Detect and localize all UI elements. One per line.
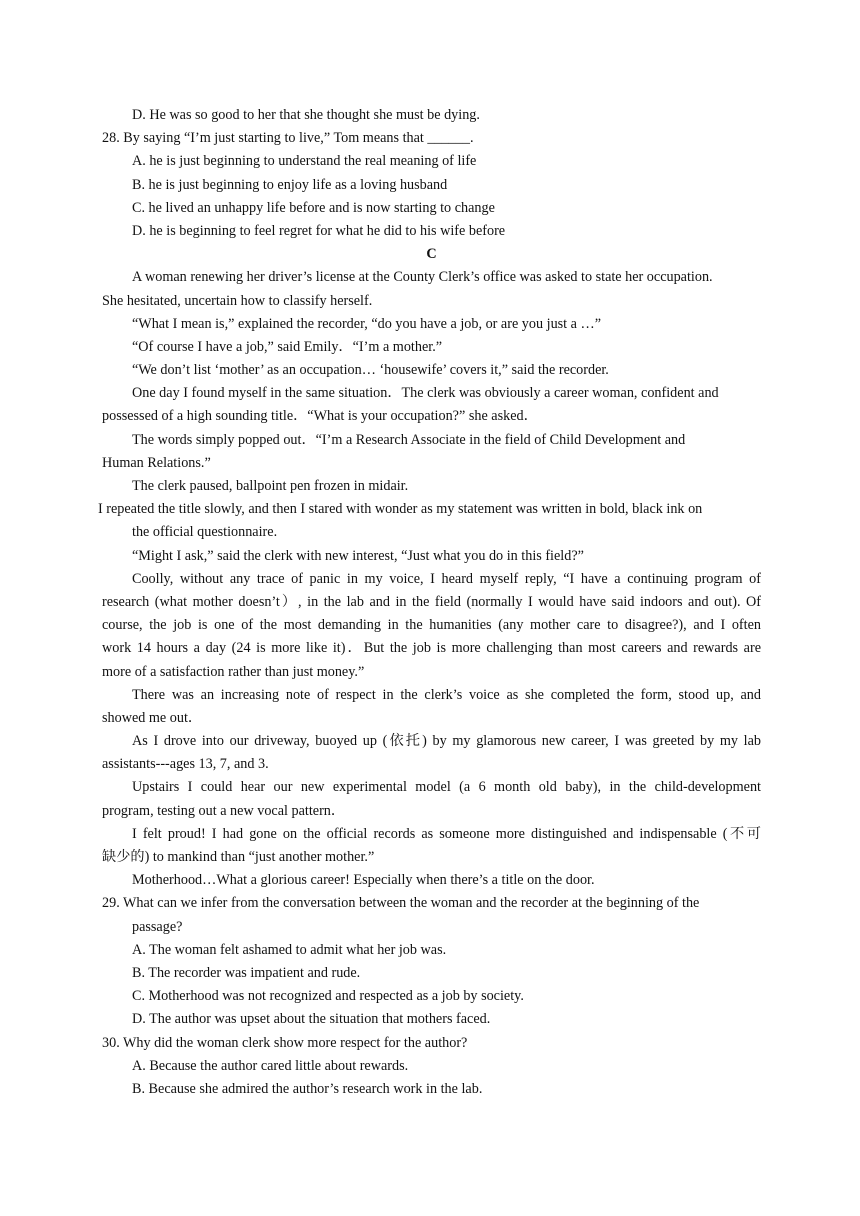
section-label: C: [426, 246, 437, 263]
passage-p13-line1: Upstairs I could hear our new experimental model (a 6 month old baby), in the child-development: [132, 779, 761, 796]
passage-p10-line5: more of a satisfaction rather than just money.”: [102, 663, 365, 680]
passage-p7: The clerk paused, ballpoint pen frozen in midair.: [132, 478, 409, 494]
passage-p3: “Of course I have a job,” said Emily．“I’m a mother.”: [132, 338, 443, 355]
q29-option-c: C. Motherhood was not recognized and respected as a job by society.: [132, 988, 524, 1005]
passage-p1-line1: A woman renewing her driver’s license at the County Clerk’s office was asked to state her occupation.: [132, 269, 713, 286]
q28-stem: 28. By saying “I’m just starting to live,” Tom means that ______.: [102, 130, 474, 147]
passage-p13-line2: program, testing out a new vocal pattern．: [102, 802, 346, 819]
passage-p2: “What I mean is,” explained the recorder, “do you have a job, or are you just a …”: [132, 315, 602, 332]
passage-p9: “Might I ask,” said the clerk with new interest, “Just what you do in this field?”: [132, 547, 584, 564]
q29-option-d: D. The author was upset about the situation that mothers faced.: [132, 1011, 491, 1028]
passage-p14-line1: I felt proud! I had gone on the official records as someone more distinguished and indispensable (不可: [132, 825, 761, 842]
passage-p6-line1: The words simply popped out．“I’m a Research Associate in the field of Child Development and: [132, 431, 686, 448]
passage-p10-line4: work 14 hours a day (24 is more like it)．But the job is more challenging than most careers and rewards are: [102, 640, 761, 657]
q29-stem-line1: 29. What can we infer from the conversation between the woman and the recorder at the beginning of the: [102, 895, 700, 912]
q30-stem: 30. Why did the woman clerk show more respect for the author?: [102, 1034, 468, 1051]
passage-p1-line2: She hesitated, uncertain how to classify herself.: [102, 292, 373, 309]
q29-stem-line2: passage?: [132, 918, 183, 935]
exam-page: [98, 104, 761, 1101]
passage-p11-line2: showed me out．: [102, 709, 203, 726]
q29-option-a: A. The woman felt ashamed to admit what her job was.: [132, 941, 447, 958]
q28-option-b: B. he is just beginning to enjoy life as a loving husband: [132, 176, 448, 193]
q29-option-b: B. The recorder was impatient and rude.: [132, 964, 361, 981]
passage-p10-line3: course, the job is one of the most demanding in the humanities (any mother care to disagree?), and I often: [102, 617, 761, 634]
passage-p15: Motherhood…What a glorious career! Especially when there’s a title on the door.: [132, 872, 595, 889]
passage-p4: “We don’t list ‘mother’ as an occupation… ‘housewife’ covers it,” said the recorder.: [132, 362, 609, 379]
q28-option-d: D. he is beginning to feel regret for what he did to his wife before: [132, 222, 506, 239]
passage-p11-line1: There was an increasing note of respect in the clerk’s voice as she completed the form, stood up, and: [132, 686, 761, 703]
passage-p6-line2: Human Relations.”: [102, 454, 211, 471]
q28-option-c: C. he lived an unhappy life before and is now starting to change: [132, 199, 495, 216]
passage-p10-line2: research (what mother doesn’t）, in the lab and in the field (normally I would have said indoors and out). Of: [102, 593, 761, 610]
passage-p8-line1: I repeated the title slowly, and then I stared with wonder as my statement was written in bold, black ink on: [98, 501, 703, 518]
q30-option-a: A. Because the author cared little about rewards.: [132, 1057, 409, 1074]
passage-p8-line2: the official questionnaire.: [132, 524, 278, 541]
q27-option-d: D. He was so good to her that she thought she must be dying.: [132, 107, 480, 123]
q28-option-a: A. he is just beginning to understand the real meaning of life: [132, 153, 477, 170]
passage-p5-line1: One day I found myself in the same situation．The clerk was obviously a career woman, confident and: [132, 385, 719, 402]
q30-option-b: B. Because she admired the author’s research work in the lab.: [132, 1080, 483, 1097]
passage-p12-line2: assistants---ages 13, 7, and 3.: [102, 756, 269, 773]
passage-p5-line2: possessed of a high sounding title．“What is your occupation?” she asked．: [102, 408, 538, 425]
passage-p10-line1: Coolly, without any trace of panic in my voice, I heard myself reply, “I have a continuing program of: [132, 570, 761, 587]
passage-p14-line2: 缺少的) to mankind than “just another mother.”: [102, 849, 375, 865]
passage-p12-line1: As I drove into our driveway, buoyed up (依托) by my glamorous new career, I was greeted by my lab: [132, 733, 761, 750]
